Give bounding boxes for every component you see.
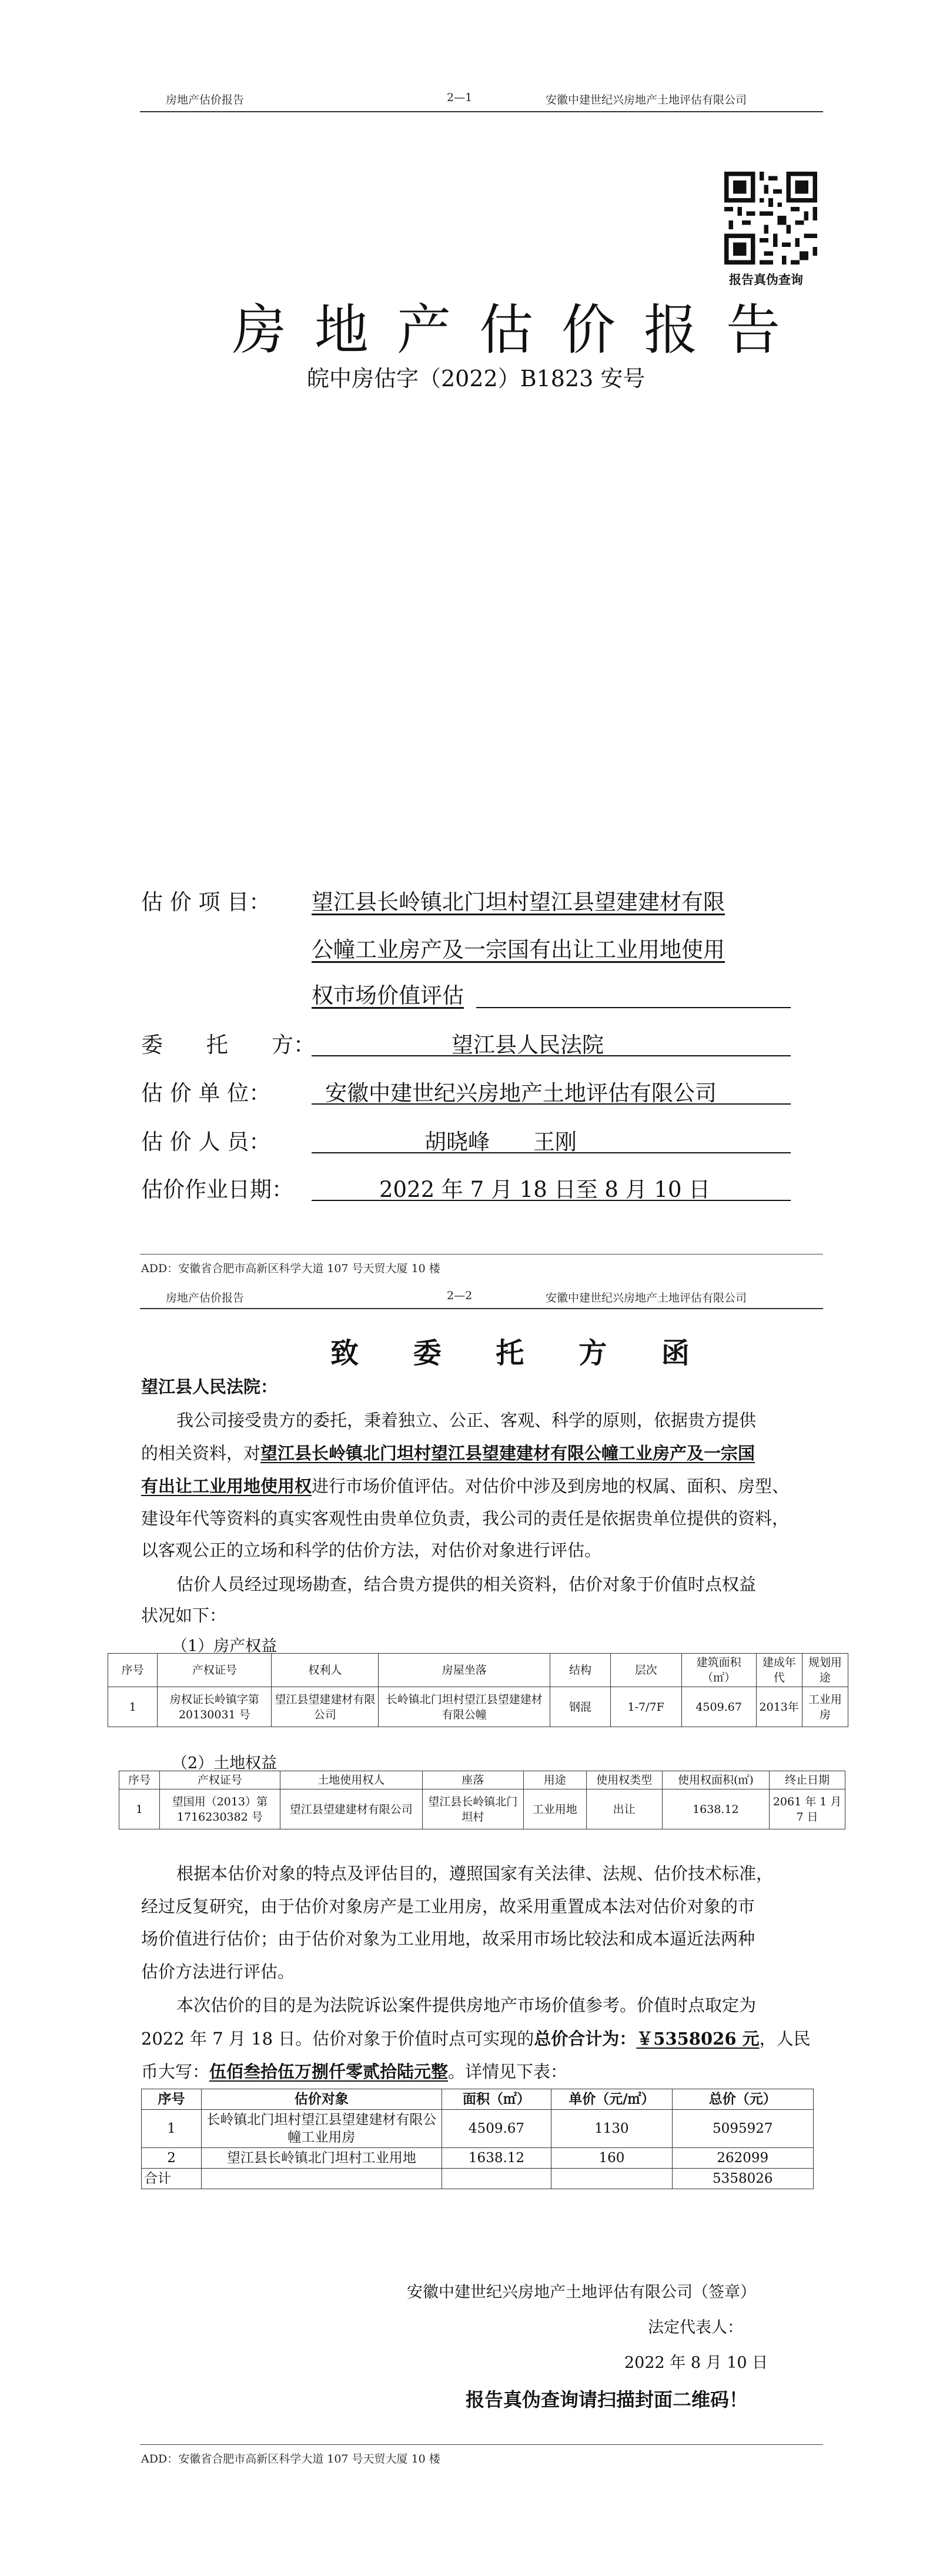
- table-header-cell: 建筑面积（㎡）: [681, 1654, 756, 1687]
- table-row: [119, 1789, 845, 1829]
- table-header-cell: 建成年代: [756, 1654, 802, 1687]
- table-cell: 1638.12: [662, 1789, 770, 1829]
- project-value-line1: 望江县长岭镇北门坦村望江县望建建材有限: [312, 889, 725, 915]
- table-header-cell: 权利人: [272, 1654, 379, 1687]
- total-amount: ￥5358026 元: [636, 2029, 760, 2049]
- header-page-number: 2—2: [447, 1289, 473, 1302]
- table-header-cell: 序号: [119, 1771, 160, 1789]
- table-header-cell: 产权证号: [160, 1771, 280, 1789]
- table-cell: 5358026: [672, 2169, 813, 2189]
- table-header-cell: 座落: [422, 1771, 523, 1789]
- client-label: 委 托 方：: [141, 1032, 315, 1058]
- p3-line2: 经过反复研究，由于估价对象房产是工业用房，故采用重置成本法对估价对象的市: [141, 1896, 755, 1916]
- p2-line2: 状况如下：: [141, 1605, 227, 1625]
- p4-line3-suffix: 。详情见下表：: [448, 2062, 568, 2082]
- p1-line2-prefix: 的相关资料，对: [141, 1443, 261, 1463]
- letter-title: 致 委 托 方 函: [330, 1337, 712, 1370]
- table-cell: 2013年: [756, 1687, 802, 1727]
- table-header-row: [108, 1654, 848, 1687]
- footer-rule: [140, 2444, 823, 2445]
- table-cell: 2061 年 1 月 7 日: [770, 1789, 845, 1829]
- header-page-number: 2—1: [447, 91, 473, 104]
- table-header-row: [119, 1771, 845, 1789]
- table-cell: 1: [119, 1789, 160, 1829]
- p4-line3: [141, 2056, 567, 2088]
- header-right: 安徽中建世纪兴房地产土地评估有限公司: [546, 1292, 747, 1304]
- p1-object-bold-cont: 有出让工业用地使用权: [141, 1476, 312, 1496]
- table-header-cell: 用途: [523, 1771, 586, 1789]
- p1-line4: 建设年代等资料的真实客观性由贵单位负责，我公司的责任是依据贵单位提供的资料，: [141, 1508, 790, 1528]
- table-cell: [202, 2169, 442, 2189]
- client-value: 望江县人民法院: [452, 1032, 604, 1058]
- table-cell: 2: [142, 2148, 202, 2169]
- table-cell: 出让: [586, 1789, 662, 1829]
- table-cell: 望国用（2013）第 1716230382 号: [160, 1789, 280, 1829]
- p3-line4: 估价方法进行评估。: [141, 1962, 295, 1982]
- table-cell: [442, 2169, 551, 2189]
- header-left: 房地产估价报告: [166, 93, 245, 106]
- table-header-cell: 土地使用权人: [280, 1771, 422, 1789]
- project-value-line2: 公幢工业房产及一宗国有出让工业用地使用: [312, 937, 725, 962]
- p1-object-bold: 望江县长岭镇北门坦村望江县望建建材有限公幢工业房产及一宗国: [260, 1443, 755, 1463]
- table-cell: 望江县望建建材有限公司: [280, 1789, 422, 1829]
- table-cell: 望江县长岭镇北门坦村: [422, 1789, 523, 1829]
- p4-line1: 本次估价的目的是为法院诉讼案件提供房地产市场价值参考。价值时点取定为: [176, 1995, 757, 2015]
- p1-line3-suffix: 进行市场价值评估。对估价中涉及到房地的权属、面积、房型、: [312, 1476, 790, 1496]
- table-cell: 房权证长岭镇字第 20130031 号: [158, 1687, 272, 1727]
- qr-code-icon[interactable]: [724, 172, 817, 265]
- table-header-cell: 产权证号: [158, 1654, 272, 1687]
- work-date-label: 估价作业日期：: [141, 1177, 293, 1202]
- appraiser-value: 胡晓峰 王刚: [424, 1129, 577, 1155]
- page2-footer: ADD：安徽省合肥市高新区科学大道 107 号天贸大厦 10 楼: [141, 2453, 440, 2465]
- p4-line2-suffix: ，人民: [759, 2029, 811, 2049]
- table-header-cell: 房屋坐落: [379, 1654, 550, 1687]
- table-cell: 望江县长岭镇北门坦村工业用地: [202, 2148, 442, 2169]
- table-cell: 工业用房: [802, 1687, 848, 1727]
- table-header-cell: 序号: [142, 2089, 202, 2110]
- table-header-cell: 面积（㎡）: [442, 2089, 551, 2110]
- table-cell: 1: [108, 1687, 158, 1727]
- work-date-value: 2022 年 7 月 18 日至 8 月 10 日: [379, 1177, 711, 1202]
- p1-line2: [141, 1437, 755, 1470]
- qr-caption: 报告真伪查询: [729, 272, 803, 287]
- table-cell: 1-7/7F: [610, 1687, 681, 1727]
- report-number: 皖中房估字（2022）B1823 安号: [307, 366, 646, 392]
- verification-note: 报告真伪查询请扫描封面二维码！: [466, 2388, 748, 2411]
- total-amount-uppercase: 伍佰叁拾伍万捌仟零贰拾陆元整: [209, 2062, 449, 2082]
- p4-line2-prefix: 2022 年 7 月 18 日。估价对象于价值时点可实现的: [141, 2029, 534, 2049]
- table-cell: 5095927: [672, 2110, 813, 2148]
- table-cell: 1638.12: [442, 2148, 551, 2169]
- table-cell: [551, 2169, 672, 2189]
- table-header-cell: 总价（元）: [672, 2089, 813, 2110]
- section-land-rights: （2）土地权益: [172, 1754, 277, 1772]
- p4-line3-prefix: 币大写：: [141, 2062, 210, 2082]
- table-cell: 钢混: [550, 1687, 611, 1727]
- header-right: 安徽中建世纪兴房地产土地评估有限公司: [546, 93, 747, 106]
- table-cell: 望江县望建建材有限公司: [272, 1687, 379, 1727]
- unit-label: 估 价 单 位：: [141, 1080, 271, 1106]
- table-cell: 工业用地: [523, 1789, 586, 1829]
- valuation-summary-table: [141, 2089, 814, 2189]
- p1-line3: [141, 1470, 789, 1503]
- project-value-line3: 权市场价值评估: [312, 983, 464, 1008]
- header-rule: [140, 1308, 823, 1309]
- table-header-cell: 结构: [550, 1654, 611, 1687]
- table-cell: 长岭镇北门坦村望江县望建建材有限公幢: [379, 1687, 550, 1727]
- table-cell: 合计: [142, 2169, 202, 2189]
- salutation: 望江县人民法院：: [141, 1377, 278, 1397]
- report-title: 房地产估价报告: [232, 299, 809, 362]
- signature-date: 2022 年 8 月 10 日: [624, 2354, 768, 2372]
- signature-company: 安徽中建世纪兴房地产土地评估有限公司（签章）: [407, 2283, 756, 2301]
- table-cell: 160: [551, 2148, 672, 2169]
- house-rights-table: [108, 1653, 848, 1727]
- table-header-cell: 单价（元/㎡）: [551, 2089, 672, 2110]
- table-header-cell: 序号: [108, 1654, 158, 1687]
- table-cell: 4509.67: [681, 1687, 756, 1727]
- table-cell: 262099: [672, 2148, 813, 2169]
- project-underline: [476, 1007, 791, 1008]
- table-header-cell: 层次: [610, 1654, 681, 1687]
- unit-value: 安徽中建世纪兴房地产土地评估有限公司: [325, 1080, 717, 1106]
- table-header-cell: 规划用途: [802, 1654, 848, 1687]
- table-row-total: [142, 2169, 814, 2189]
- table-cell: 1: [142, 2110, 202, 2148]
- table-cell: 4509.67: [442, 2110, 551, 2148]
- appraiser-label: 估 价 人 员：: [141, 1129, 271, 1155]
- p1-line1: 我公司接受贵方的委托，秉着独立、公正、客观、科学的原则，依据贵方提供: [176, 1410, 757, 1430]
- table-cell: 长岭镇北门坦村望江县望建建材有限公幢工业用房: [202, 2110, 442, 2148]
- page1-footer: ADD：安徽省合肥市高新区科学大道 107 号天贸大厦 10 楼: [141, 1262, 440, 1275]
- table-row: [142, 2148, 814, 2169]
- table-header-row: [142, 2089, 814, 2110]
- p1-line5: 以客观公正的立场和科学的估价方法，对估价对象进行评估。: [141, 1540, 602, 1560]
- header-rule: [140, 111, 823, 112]
- legal-representative: 法定代表人：: [648, 2319, 743, 2337]
- p2-line1: 估价人员经过现场勘查，结合贵方提供的相关资料，估价对象于价值时点权益: [176, 1574, 757, 1594]
- table-row: [142, 2110, 814, 2148]
- header-left: 房地产估价报告: [166, 1292, 245, 1304]
- land-rights-table: [119, 1771, 845, 1829]
- total-label: 总价合计为：: [534, 2029, 637, 2049]
- table-row: [108, 1687, 848, 1727]
- table-header-cell: 使用权面积(㎡): [662, 1771, 770, 1789]
- p3-line3: 场价值进行估价；由于估价对象为工业用地，故采用市场比较法和成本逼近法两种: [141, 1929, 755, 1949]
- table-cell: 1130: [551, 2110, 672, 2148]
- p4-line2: [141, 2023, 811, 2055]
- p3-line1: 根据本估价对象的特点及评估目的，遵照国家有关法律、法规、估价技术标准，: [176, 1864, 774, 1884]
- table-header-cell: 估价对象: [202, 2089, 442, 2110]
- table-header-cell: 使用权类型: [586, 1771, 662, 1789]
- project-label: 估 价 项 目：: [141, 889, 271, 915]
- section-house-rights: （1）房产权益: [172, 1637, 277, 1655]
- table-header-cell: 终止日期: [770, 1771, 845, 1789]
